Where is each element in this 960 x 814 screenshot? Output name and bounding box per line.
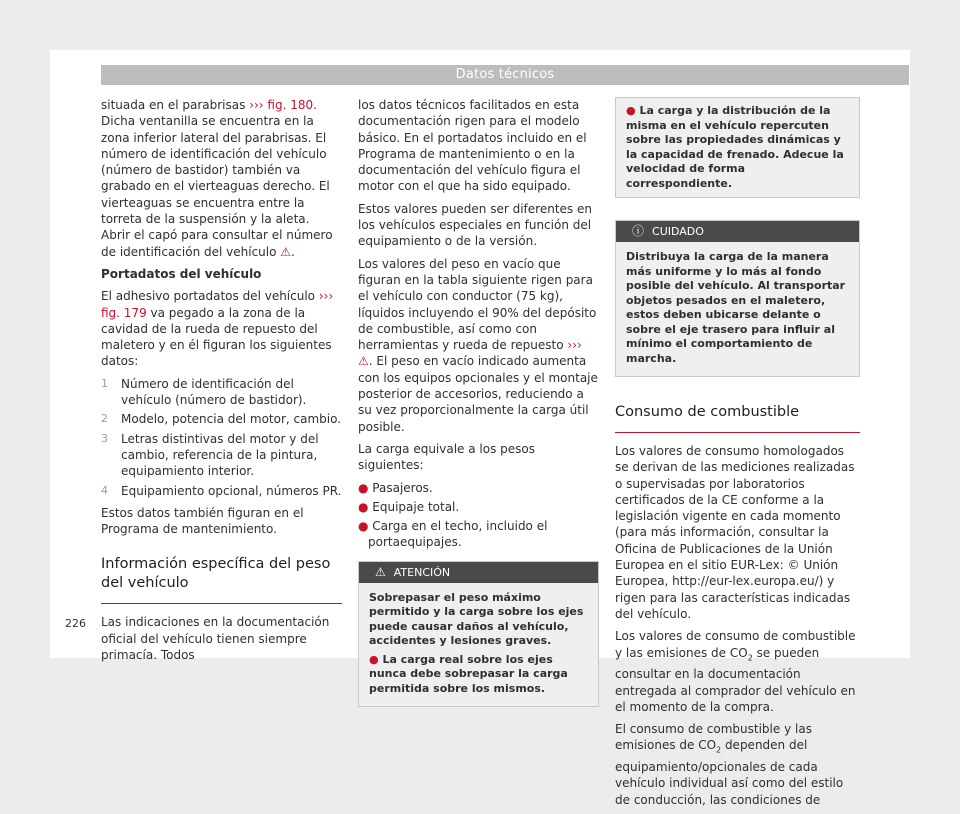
caution-box-header: ⓘ CUIDADO <box>616 221 859 242</box>
warning-box-body: Sobrepasar el peso máximo permitido y la carga sobre los ejes puede causar daños al vehículo, accidentes y lesiones graves. ● La carga real sobre los ejes nunca debe sobrepasar la carga permitida sobre los mismos. <box>359 583 598 707</box>
list-item: 3 Letras distintivas del motor y del cambio, referencia de la pintura, equipamiento interior. <box>101 431 319 479</box>
warning-triangle-icon: ⚠ <box>375 564 386 579</box>
list-item: ● Carga en el techo, incluido el portaequipajes. <box>358 519 548 550</box>
numbered-list <box>101 376 342 499</box>
bullet-list <box>358 480 599 551</box>
figure-link[interactable]: fig. 179 <box>101 305 147 320</box>
paragraph: La carga equivale a los pesos siguientes: <box>358 441 535 473</box>
paragraph: Los valores de consumo de combustible y las emisiones de $CO_2$ se pueden consultar en la documentación entregada al comprador del vehículo en el momento de la compra. <box>615 629 856 714</box>
paragraph: El adhesivo portadatos del vehículo ››› fig. 179 va pegado a la zona de la cavidad de la rueda de repuesto del maletero y en él figuran los siguientes datos: <box>101 289 334 369</box>
paragraph: Los valores de consumo homologados se derivan de las mediciones realizadas o supervisadas por laboratorios certificados de la CE conforme a la legislación vigente en cada momento (para más información, consultar la Oficina de Publicaciones de la Unión Europea en el sitio EUR-Lex: © Unión Europea, http://eur-lex.europa.eu/) y rigen para las características indicadas del vehículo. <box>615 444 855 621</box>
list-item: ● Equipaje total. <box>358 499 460 514</box>
caution-box <box>615 220 860 377</box>
section-title: Consumo de combustible <box>615 403 860 433</box>
paragraph: El consumo de combustible y las emisiones de $CO_2$ dependen del equipamiento/opcionales de cada vehículo individual así como del estilo de conducción, las condiciones de <box>615 722 844 807</box>
column-2 <box>358 97 599 707</box>
section-title: Información específica del peso del vehículo <box>101 555 342 604</box>
warning-triangle-icon[interactable]: ⚠ <box>358 354 369 369</box>
paragraph: Los valores del peso en vacío que figuran en la tabla siguiente rigen para el vehículo con conductor (75 kg), líquidos incluyendo el 90% del depósito de combustible, así como con herramientas y rueda de repuesto ››› ⚠. El peso en vacío indicado aumenta con los equipos opcionales y el montaje posterior de accesorios, reduciendo a su vez proporcionalmente la carga útil posible. <box>358 256 598 434</box>
subheading: Portadatos del vehículo <box>101 266 262 281</box>
figure-link[interactable]: fig. 180 <box>263 98 314 112</box>
paragraph: Estos valores pueden ser diferentes en los vehículos especiales en función del equipamiento o de la versión. <box>358 201 592 249</box>
list-item: 4 Equipamiento opcional, números PR. <box>101 483 342 498</box>
page-header: Datos técnicos <box>101 65 909 85</box>
cross-ref-arrow[interactable]: ››› <box>318 289 334 304</box>
list-item: 1 Número de identificación del vehículo (número de bastidor). <box>101 376 307 408</box>
warning-box <box>358 561 599 708</box>
cross-ref-arrow[interactable]: ››› <box>249 98 264 112</box>
list-item: 2 Modelo, potencia del motor, cambio. <box>101 412 342 427</box>
paragraph: Las indicaciones en la documentación oficial del vehículo tienen siempre primacía. Todos <box>101 615 330 663</box>
column-3 <box>615 97 860 814</box>
page-number: 226 <box>65 617 86 630</box>
info-circle-icon: ⓘ <box>632 224 645 238</box>
list-item: ● Pasajeros. <box>358 480 433 495</box>
cross-ref-arrow[interactable]: ››› <box>567 338 582 353</box>
paragraph: Estos datos también figuran en el Programa de mantenimiento. <box>101 505 304 537</box>
warning-box-continued: ● La carga y la distribución de la misma en el vehículo repercuten sobre las propiedades dinámicas y la capacidad de frenado. Adecue la velocidad de forma correspondiente. <box>615 97 860 198</box>
warning-triangle-icon[interactable]: ⚠ <box>280 244 292 259</box>
column-1 <box>101 97 342 669</box>
paragraph: situada en el parabrisas ››› fig. 180. Dicha ventanilla se encuentra en la zona inferior lateral del parabrisas. El número de identificación del vehículo (número de bastidor) también va grabado en el vierteaguas derecho. El vierteaguas se encuentra entre la torreta de la suspensión y la aleta. Abrir el capó para consultar el número de identificación del vehículo ⚠. <box>101 98 333 259</box>
paragraph: los datos técnicos facilitados en esta documentación rigen para el modelo básico. En el portadatos incluido en el Programa de mantenimiento o en la documentación del vehículo figura el motor con el que ha sido equipado. <box>358 98 587 194</box>
caution-box-body: Distribuya la carga de la manera más uniforme y lo más al fondo posible del vehículo. Al transportar objetos pesados en el maletero, estos deben ubicarse delante o sobre el eje trasero para influir al mínimo el comportamiento de marcha. <box>616 242 859 376</box>
manual-page <box>50 50 910 807</box>
warning-box-header: ⚠ ATENCIÓN <box>359 562 598 583</box>
